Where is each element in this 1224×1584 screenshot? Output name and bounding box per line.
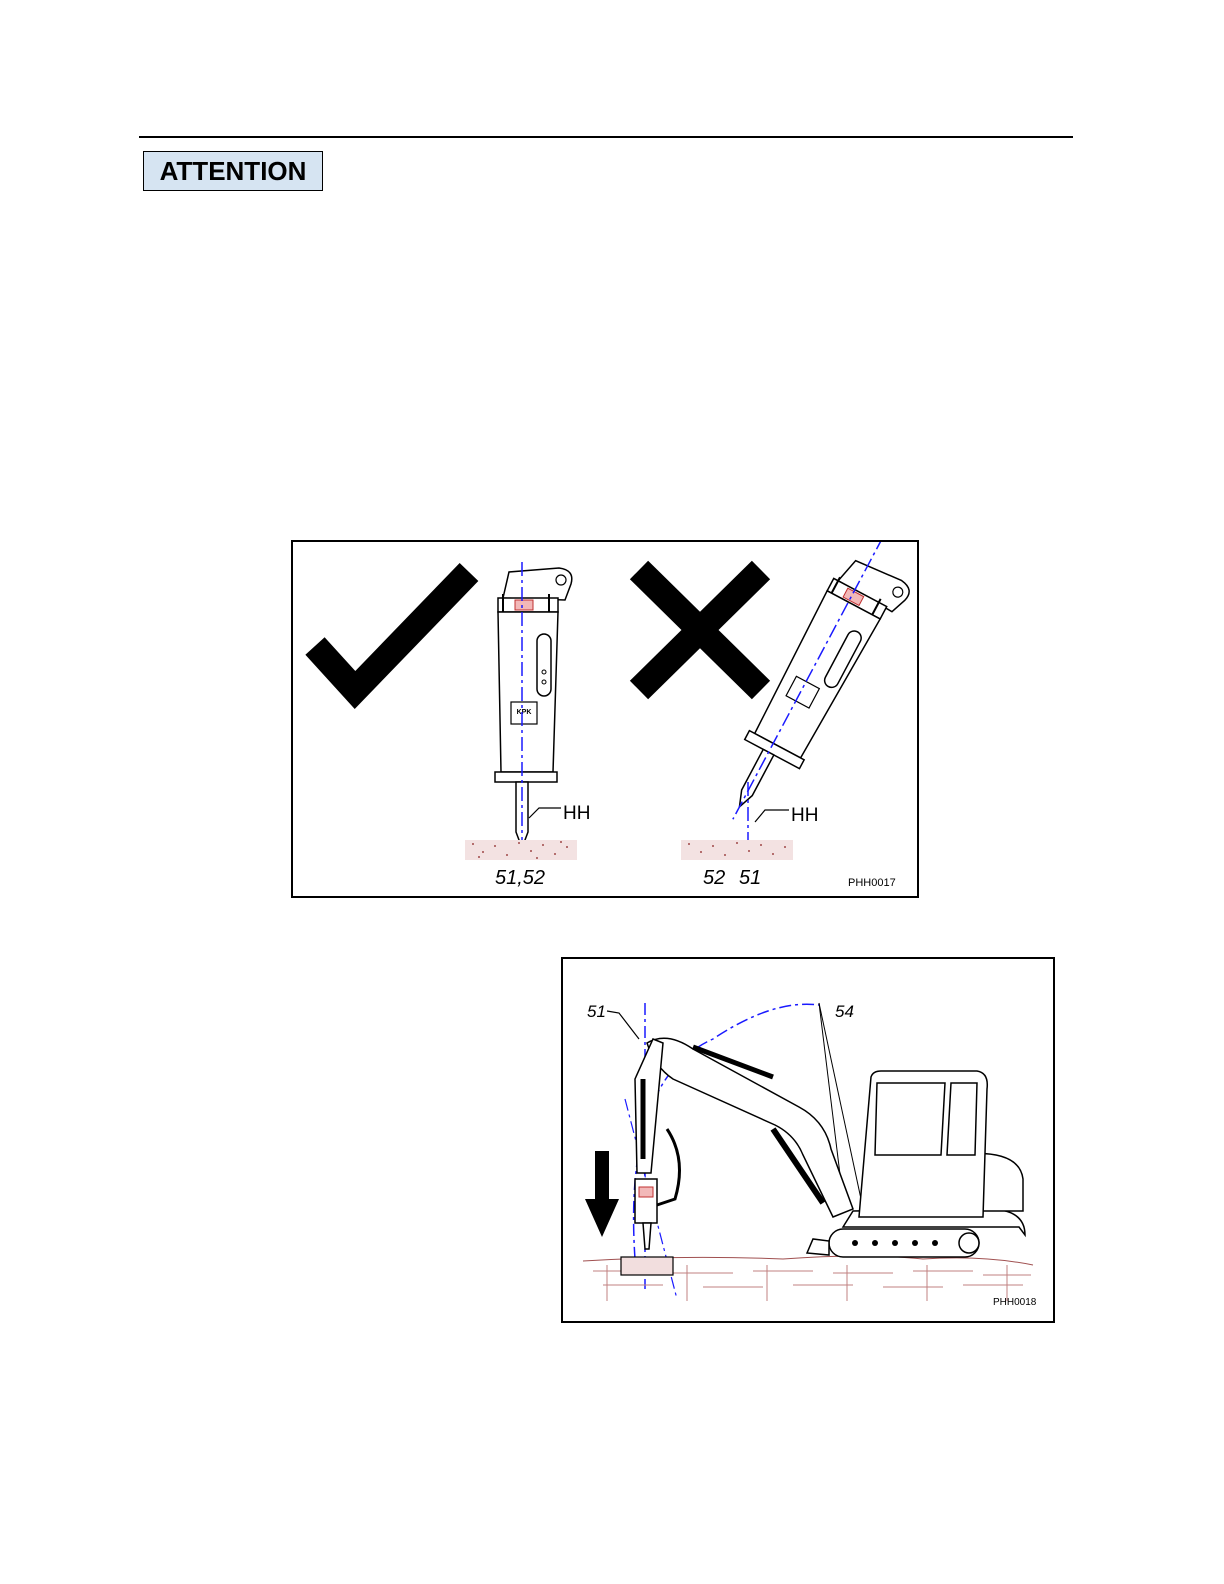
hammer-brand-text: KPK [516, 709, 532, 716]
alignment-figure [291, 540, 919, 898]
hammer-correct [465, 562, 590, 889]
axes-label-correct: 51,52 [495, 867, 546, 889]
attention-badge: ATTENTION [143, 151, 323, 191]
alignment-figure-svg [293, 542, 917, 896]
label-52: 52 [703, 867, 726, 889]
label-51: 51 [739, 867, 762, 889]
header-rule [139, 136, 1073, 138]
figure-code: PHH0017 [848, 877, 896, 889]
figure2-code: PHH0018 [993, 1297, 1037, 1308]
label-51-fig2: 51 [587, 1002, 606, 1021]
excavator-figure-svg [563, 959, 1053, 1321]
check-mark-icon [315, 572, 469, 690]
down-arrow-icon [585, 1151, 619, 1237]
excavator-figure [561, 957, 1055, 1323]
excavator [635, 1038, 1025, 1257]
hh-label-correct: HH [563, 803, 591, 824]
label-54: 54 [835, 1002, 854, 1021]
cross-mark-icon [639, 570, 761, 690]
hh-label-wrong: HH [791, 805, 819, 826]
